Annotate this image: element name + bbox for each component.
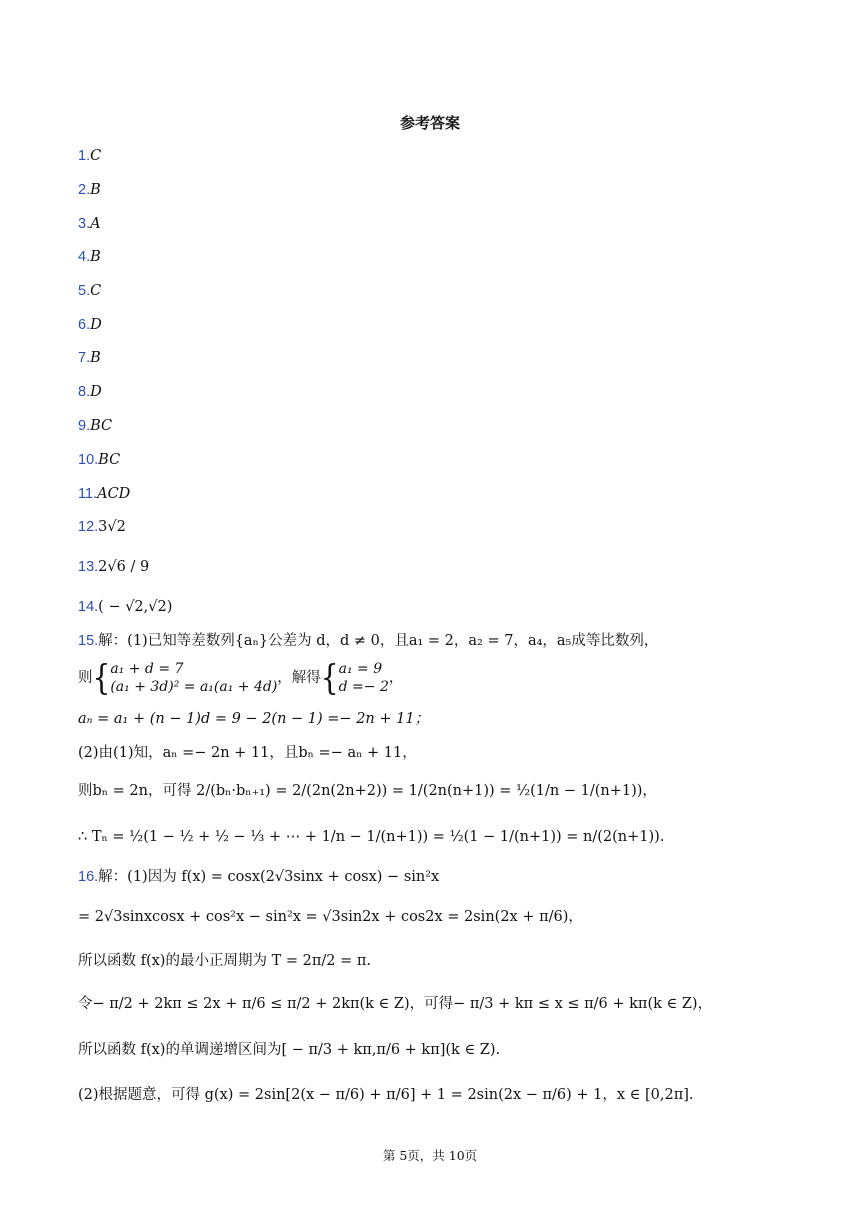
q15-mid: ，解得 <box>277 670 321 686</box>
q15-line-1 <box>78 631 658 651</box>
answer-line <box>78 484 130 504</box>
answer-line <box>78 517 126 537</box>
answer-number: 7. <box>78 350 91 366</box>
page-title: 参考答案 <box>399 114 460 132</box>
q16-line-5: 所以函数 f(x)的单调递增区间为[ − π/3 + kπ,π/6 + kπ](k ∈ Z). <box>78 1042 501 1058</box>
answer-value: ACD <box>97 486 131 502</box>
system-eq: a₁ = 9 <box>338 661 383 677</box>
answer-value: B <box>90 350 101 366</box>
answer-value: B <box>90 182 101 198</box>
q15-line-6: ∴ Tₙ = ½(1 − ½ + ½ − ⅓ + ⋯ + 1/n − 1/(n+1)) = ½(1 − 1/(n+1)) = n/(2(n+1)). <box>78 829 665 845</box>
q16-number: 16. <box>78 869 99 885</box>
answer-line <box>78 281 101 301</box>
q16-line-4: 令− π/2 + 2kπ ≤ 2x + π/6 ≤ π/2 + 2kπ(k ∈ Z)，可得− π/3 + kπ ≤ x ≤ π/6 + kπ(k ∈ Z)， <box>78 996 713 1012</box>
answer-line <box>78 416 112 436</box>
answer-line <box>78 146 101 166</box>
answer-value: 2√6 / 9 <box>98 559 150 575</box>
answer-number: 1. <box>78 148 91 164</box>
system-eq: (a₁ + 3d)² = a₁(a₁ + 4d) <box>110 679 278 695</box>
q15-end: ， <box>388 670 404 686</box>
q15-line-3: aₙ = a₁ + (n − 1)d = 9 − 2(n − 1) =− 2n + 11； <box>78 711 430 727</box>
system-eq: d =− 2 <box>338 679 389 695</box>
answer-number: 5. <box>78 283 91 299</box>
q16-line-2: = 2√3sinxcosx + cos²x − sin²x = √3sin2x + cos2x = 2sin(2x + π/6)， <box>78 909 583 925</box>
answer-line <box>78 557 149 577</box>
answer-line <box>78 247 101 267</box>
q16-text: 解：(1)因为 f(x) = cosx(2√3sinx + cosx) − sin²x <box>98 869 440 885</box>
equation-system-1 <box>110 660 277 696</box>
answer-line <box>78 214 101 234</box>
answer-value: BC <box>98 452 121 468</box>
q15-text: 解：(1)已知等差数列{aₙ}公差为 d，d ≠ 0，且a₁ = 2，a₂ = 7，a₄，a₅成等比数列， <box>98 633 659 649</box>
answer-value: B <box>90 249 101 265</box>
answer-line <box>78 597 172 617</box>
system-eq: a₁ + d = 7 <box>110 661 184 677</box>
answer-line <box>78 315 102 335</box>
answer-number: 3. <box>78 216 91 232</box>
q16-line-3: 所以函数 f(x)的最小正周期为 T = 2π/2 = π. <box>78 953 371 969</box>
q15-number: 15. <box>78 633 99 649</box>
q15-line-4: (2)由(1)知，aₙ =− 2n + 11，且bₙ =− aₙ + 11， <box>78 745 417 761</box>
q16-line-6: (2)根据题意，可得 g(x) = 2sin[2(x − π/6) + π/6] + 1 = 2sin(2x − π/6) + 1，x ∈ [0,2π]. <box>78 1087 694 1103</box>
q15-line-2 <box>78 656 404 698</box>
q15-prefix: 则 <box>78 670 93 686</box>
answer-number: 9. <box>78 418 91 434</box>
answer-line <box>78 180 101 200</box>
equation-system-2 <box>339 660 389 696</box>
answer-line <box>78 382 102 402</box>
answer-value: 3√2 <box>98 519 126 535</box>
brace-icon: { <box>92 656 111 698</box>
answer-value: C <box>90 283 102 299</box>
answer-value: D <box>90 317 102 333</box>
page-footer: 第 5页，共 10页 <box>382 1148 478 1163</box>
answer-value: C <box>90 148 102 164</box>
q15-line-5: 则bₙ = 2n，可得 2/(bₙ·bₙ₊₁) = 2/(2n(2n+2)) = 1/(2n(n+1)) = ½(1/n − 1/(n+1))， <box>78 783 657 799</box>
answer-number: 4. <box>78 249 91 265</box>
answer-value: ( − √2,√2) <box>98 599 173 615</box>
answer-number: 10. <box>78 452 99 468</box>
answer-number: 8. <box>78 384 91 400</box>
brace-icon: { <box>320 656 339 698</box>
answer-line <box>78 450 120 470</box>
q16-line-1 <box>78 867 439 887</box>
answer-value: D <box>90 384 102 400</box>
answer-value: A <box>90 216 101 232</box>
answer-number: 14. <box>78 599 99 615</box>
answer-number: 2. <box>78 182 91 198</box>
answer-number: 11. <box>78 486 98 502</box>
answer-number: 12. <box>78 519 99 535</box>
answer-number: 6. <box>78 317 91 333</box>
answer-value: BC <box>90 418 113 434</box>
answer-number: 13. <box>78 559 99 575</box>
answer-line <box>78 348 101 368</box>
